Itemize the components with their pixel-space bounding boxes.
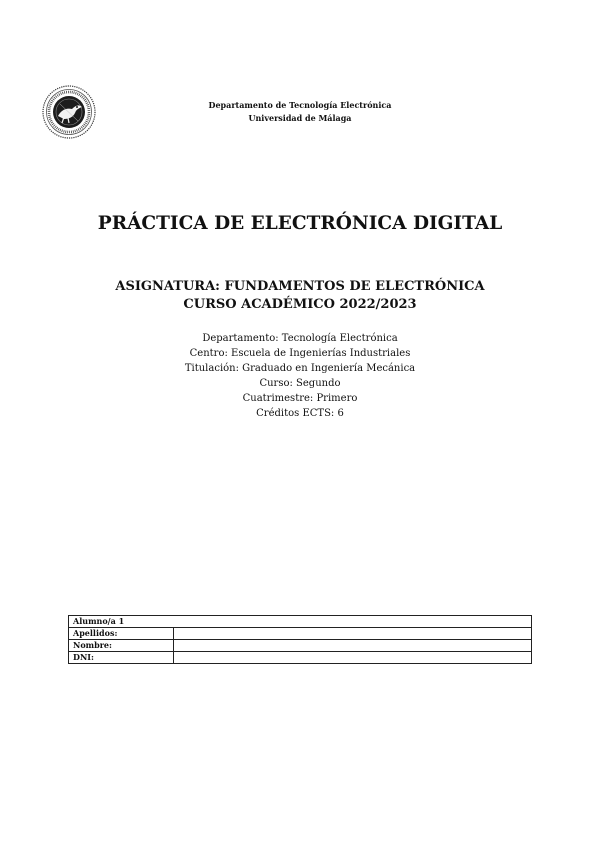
apellidos-label: Apellidos:: [69, 628, 174, 640]
dni-label: DNI:: [69, 652, 174, 664]
page-title: PRÁCTICA DE ELECTRÓNICA DIGITAL: [97, 213, 503, 234]
info-curso: Curso: Segundo: [259, 378, 341, 389]
apellidos-field[interactable]: [174, 628, 532, 640]
info-centro: Centro: Escuela de Ingenierías Industriales: [189, 348, 411, 359]
course-info: [0, 331, 600, 421]
student-table-header: Alumno/a 1: [69, 616, 532, 628]
info-titulacion: Titulación: Graduado en Ingeniería Mecánica: [184, 363, 416, 374]
table-row: [69, 652, 532, 664]
header-department: Departamento de Tecnología Electrónica: [208, 100, 392, 110]
header-institution: [0, 99, 600, 125]
info-cuatrimestre: Cuatrimestre: Primero: [242, 393, 358, 404]
dni-field[interactable]: [174, 652, 532, 664]
academic-year: CURSO ACADÉMICO 2022/2023: [183, 297, 417, 312]
info-departamento: Departamento: Tecnología Electrónica: [202, 333, 398, 344]
header-university: Universidad de Málaga: [248, 113, 352, 123]
table-row: [69, 640, 532, 652]
student-table: [68, 615, 532, 664]
subject-name: ASIGNATURA: FUNDAMENTOS DE ELECTRÓNICA: [115, 279, 485, 294]
table-row: [69, 628, 532, 640]
info-creditos: Créditos ECTS: 6: [256, 408, 344, 419]
student-table-header-row: [69, 616, 532, 628]
nombre-label: Nombre:: [69, 640, 174, 652]
subject-block: [0, 278, 600, 314]
nombre-field[interactable]: [174, 640, 532, 652]
